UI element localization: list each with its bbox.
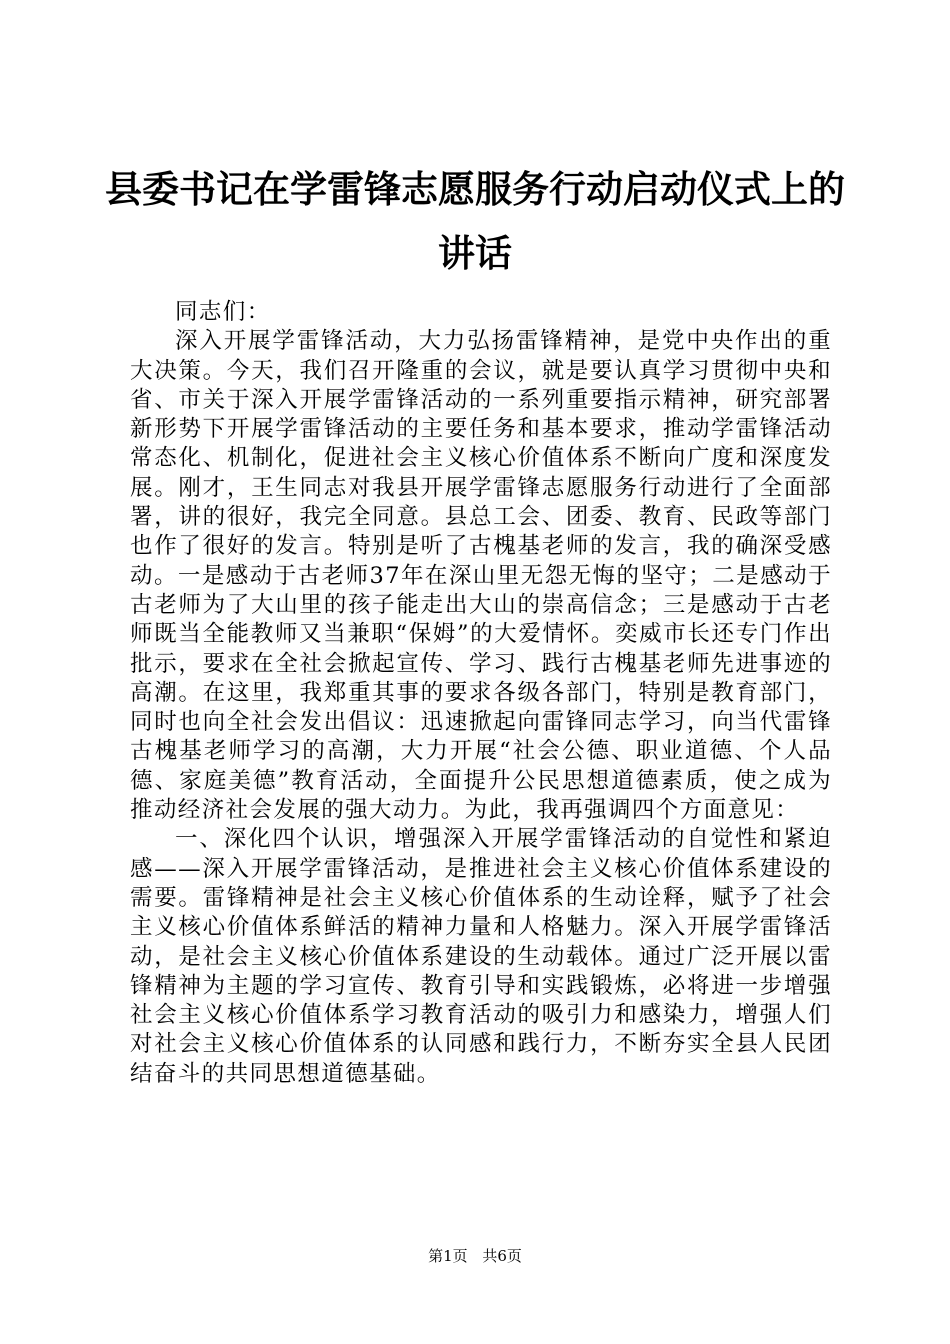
title-line-2: 讲话 [438,232,512,275]
document-title [100,158,850,286]
title-line-1: 县委书记在学雷锋志愿服务行动启动仪式上的 [105,168,845,211]
salutation: 同志们： [175,299,271,325]
document-body [130,298,832,1089]
page-total: 共6页 [482,1247,522,1265]
page-footer [0,1246,950,1266]
paragraph-1: 深入开展学雷锋活动，大力弘扬雷锋精神，是党中央作出的重大决策。今天，我们召开隆重的会议，就是要认真学习贯彻中央和省、市关于深入开展学雷锋活动的一系列重要指示精神，研究部署新形势下开展学雷锋活动的主要任务和基本要求，推动学雷锋活动常态化、机制化，促进社会主义核心价值体系不断向广度和深度发展。刚才，王生同志对我县开展学雷锋志愿服务行动进行了全面部署，讲的很好，我完全同意。县总工会、团委、教育、民政等部门也作了很好的发言。特别是听了古槐基老师的发言，我的确深受感动。一是感动于古老师37年在深山里无怨无悔的坚守；二是感动于古老师为了大山里的孩子能走出大山的崇高信念；三是感动于古老师既当全能教师又当兼职“保姆”的大爱情怀。奕威市长还专门作出批示，要求在全社会掀起宣传、学习、践行古槐基老师先进事迹的高潮。在这里，我郑重其事的要求各级各部门，特别是教育部门，同时也向全社会发出倡议：迅速掀起向雷锋同志学习，向当代雷锋古槐基老师学习的高潮，大力开展“社会公德、职业道德、个人品德、家庭美德”教育活动，全面提升公民思想道德素质，使之成为推动经济社会发展的强大动力。为此，我再强调四个方面意见： [130,328,832,824]
paragraph-2: 一、深化四个认识，增强深入开展学雷锋活动的自觉性和紧迫感——深入开展学雷锋活动，是推进社会主义核心价值体系建设的需要。雷锋精神是社会主义核心价值体系的生动诠释，赋予了社会主义核心价值体系鲜活的精神力量和人格魅力。深入开展学雷锋活动，是社会主义核心价值体系建设的生动载体。通过广泛开展以雷锋精神为主题的学习宣传、教育引导和实践锻炼，必将进一步增强社会主义核心价值体系学习教育活动的吸引力和感染力，增强人们对社会主义核心价值体系的认同感和践行力，不断夯实全县人民团结奋斗的共同思想道德基础。 [130,826,832,1087]
page-number: 第1页 [428,1247,468,1265]
